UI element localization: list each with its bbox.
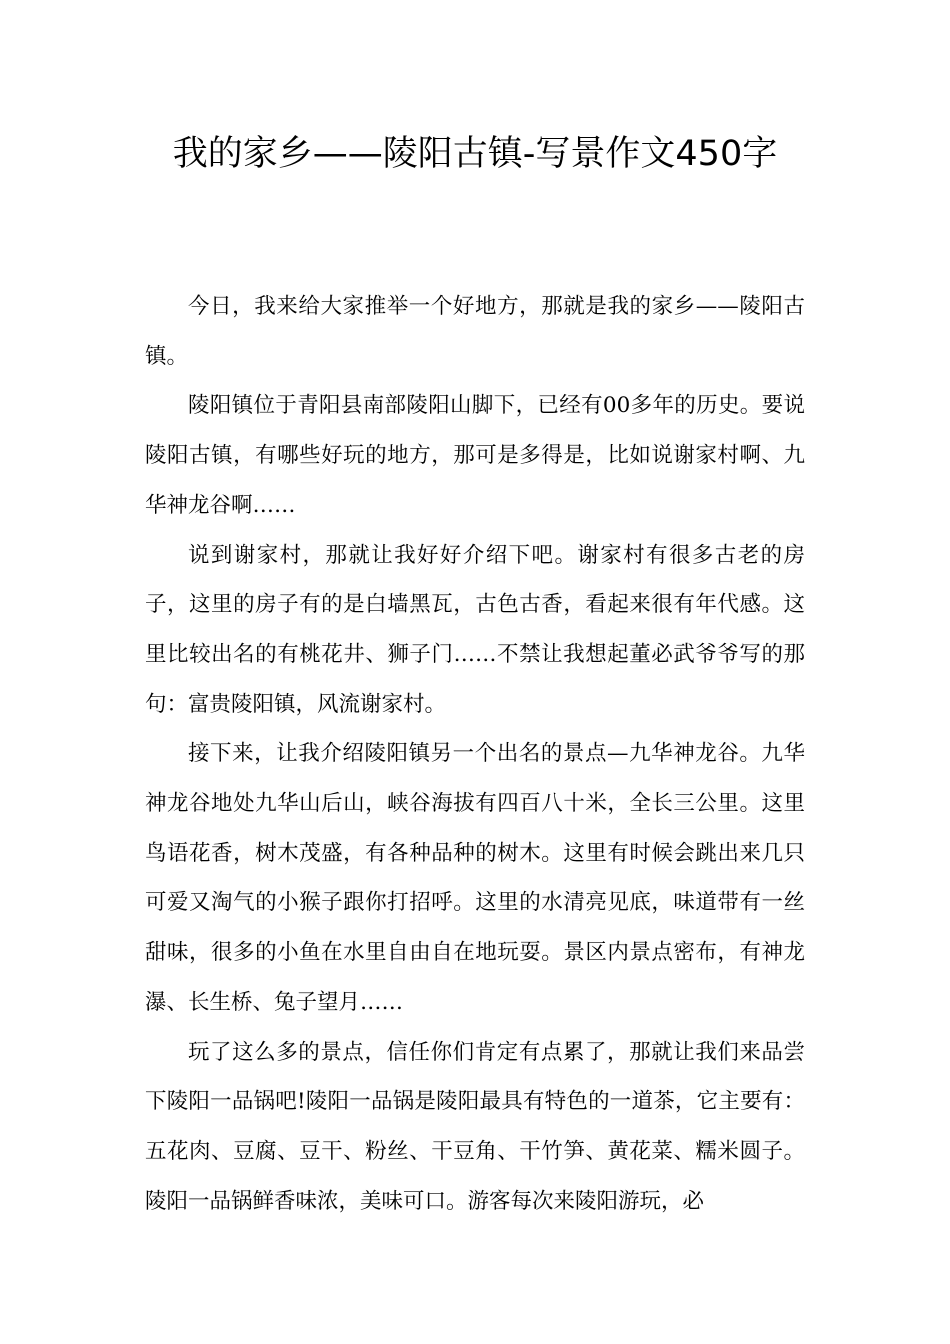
paragraph-intro: 今日，我来给大家推举一个好地方，那就是我的家乡——陵阳古镇。 <box>145 294 805 369</box>
paragraph-dragon-valley: 接下来，让我介绍陵阳镇另一个出名的景点—九华神龙谷。九华神龙谷地处九华山后山，峡谷海拔有四百八十米，全长三公里。这里鸟语花香，树木茂盛，有各种品种的树木。这里有时候会跳出来几只可爱又淘气的小猴子跟你打招呼。这里的水清亮见底，味道带有一丝甜味，很多的小鱼在水里自由自在地玩耍。景区内景点密布，有神龙瀑、长生桥、兔子望月…… <box>145 741 805 1015</box>
document-body <box>145 282 805 1226</box>
paragraph-hotpot: 玩了这么多的景点，信任你们肯定有点累了，那就让我们来品尝下陵阳一品锅吧!陵阳一品锅是陵阳最具有特色的一道茶，它主要有：五花肉、豆腐、豆干、粉丝、干豆角、干竹笋、黄花菜、糯米圆子。陵阳一品锅鲜香味浓，美味可口。游客每次来陵阳游玩，必 <box>145 1039 805 1214</box>
paragraph-xie-village: 说到谢家村，那就让我好好介绍下吧。谢家村有很多古老的房子，这里的房子有的是白墙黑瓦，古色古香，看起来很有年代感。这里比较出名的有桃花井、狮子门……不禁让我想起董必武爷爷写的那句：富贵陵阳镇，风流谢家村。 <box>145 542 805 717</box>
document-title: 我的家乡——陵阳古镇-写景作文450字 <box>172 134 778 174</box>
paragraph-location: 陵阳镇位于青阳县南部陵阳山脚下，已经有00多年的历史。要说陵阳古镇，有哪些好玩的地方，那可是多得是，比如说谢家村啊、九华神龙谷啊…… <box>145 393 805 518</box>
